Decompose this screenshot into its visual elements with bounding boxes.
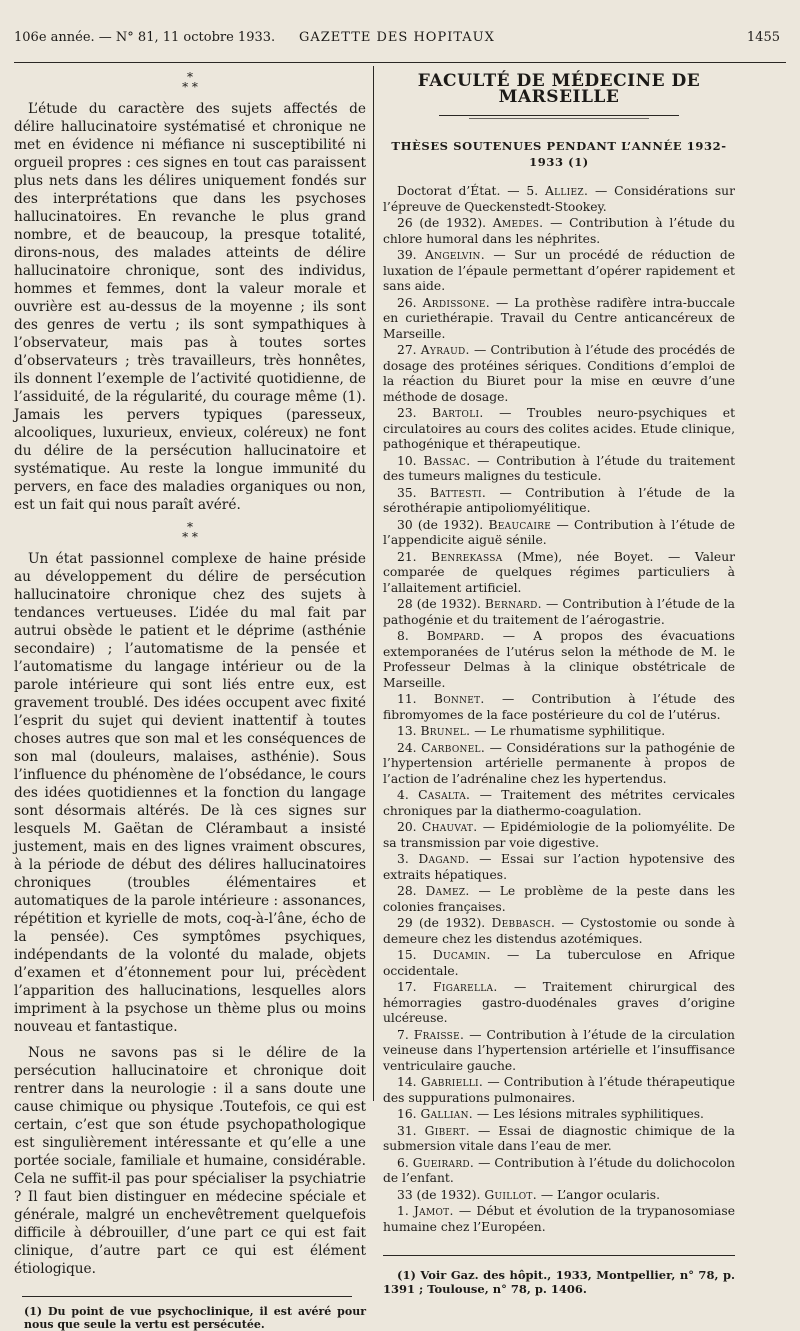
thesis-title: — La prothèse radifère intra-buccale en curiethérapie. Travail du Centre anticancéreux de Marseille.	[383, 295, 736, 341]
separator-star: *	[187, 520, 193, 534]
thesis-number: 10.	[397, 453, 424, 468]
author-name: Bompard.	[426, 629, 485, 643]
thesis-entry	[383, 597, 735, 628]
footnote-rule	[383, 1255, 735, 1256]
thesis-title: — Traitement des métrites cervicales chroniques par la diathermo-coagulation.	[383, 788, 735, 818]
thesis-title: — Traitement chirurgical des hémorragies gastro-duodénales graves d’origine ulcéreuse.	[383, 980, 735, 1025]
thesis-number: 27.	[397, 343, 421, 357]
author-name: Carbonel.	[421, 740, 486, 755]
issue-info: 106e année. — N° 81, 11 octobre 1933.	[14, 30, 276, 45]
thesis-entry	[383, 406, 735, 453]
thesis-number: 1.	[397, 1204, 414, 1218]
thesis-title: — Cystostomie ou sonde à demeure chez les distendus azotémiques.	[383, 916, 735, 946]
thesis-number: 26.	[397, 295, 423, 310]
thesis-number: 6.	[397, 1155, 413, 1170]
page-header	[14, 28, 786, 50]
thesis-entry	[383, 741, 735, 788]
thesis-title: — Contribution à l’étude de l’appendicite aiguë sénile.	[383, 517, 735, 547]
thesis-entry	[383, 724, 735, 740]
thesis-entry	[383, 948, 735, 979]
thesis-title: — Contribution à l’étude thérapeutique des suppurations pulmonaires.	[383, 1075, 735, 1105]
thesis-title: — Epidémiologie de la poliomyélite. De sa transmission par voie digestive.	[383, 820, 735, 850]
thesis-number: 29 (de 1932).	[397, 916, 492, 930]
footnote-rule	[22, 1296, 352, 1297]
theses-heading: THÈSES SOUTENUES PENDANT L’ANNÉE 1932-1933 (1)	[391, 139, 727, 169]
title-rule-thin	[469, 118, 649, 119]
title-rule	[439, 115, 679, 116]
thesis-entry	[383, 550, 735, 597]
thesis-entry	[383, 884, 735, 915]
thesis-entry	[383, 916, 735, 947]
author-name: Chauvat.	[421, 820, 478, 834]
thesis-entry	[383, 692, 735, 723]
thesis-number: 14.	[397, 1075, 421, 1089]
thesis-entry	[383, 852, 735, 883]
thesis-entry	[383, 1028, 735, 1075]
thesis-title: — Troubles neuro-psychiques et circulatoires au cours des colites acides. Etude clinique, pathogénique et thérapeutique.	[383, 406, 736, 451]
section-separator	[14, 522, 366, 542]
thesis-number: 35.	[397, 485, 430, 500]
author-name: Gabrielli.	[420, 1075, 484, 1089]
thesis-number: 30 (de 1932).	[397, 517, 489, 532]
thesis-entry	[383, 1107, 735, 1123]
journal-title: GAZETTE DES HOPITAUX	[299, 30, 495, 45]
thesis-number: 3.	[397, 852, 419, 866]
thesis-title: — La tuberculose en Afrique occidentale.	[383, 948, 736, 978]
thesis-entry	[383, 454, 735, 485]
thesis-entry	[383, 343, 735, 405]
thesis-entry	[383, 1204, 735, 1235]
right-column	[383, 66, 735, 1307]
thesis-number: 13.	[397, 724, 421, 738]
paragraph-character: L’étude du caractère des sujets affectés de délire hallucinatoire systématisé et chronique ne met en évidence ni méfiance ni susceptibilité ni orgueil propres : ces signes en tout cas paraissent plus nets dans les délires uniquement fondés sur des interprétations que dans les psychoses hallucinatoires. En revanche le plus grand nombre, et de beaucoup, la presque totalité, dirons-nous, des malades atteints de délire hallucinatoire chronique, sont des individus, hommes et femmes, dont la valeur morale et ouvrière est au-dessus de la moyenne ; ils sont des genres de vertu ; ils sont sympathiques à l’observateur, mais pas à toutes sortes d’observateurs ; très travailleurs, très honnêtes, ils donnent l’exemple de l’activité quotidienne, de l’assiduité, de la régularité, du courage même (1). Jamais les pervers typiques (paresseux, alcooliques, luxurieux, envieux, coléreux) ne font du délire de la persécution hallucinatoire et systématique. Au reste la longue immunité du pervers, en face des maladies organiques ou non, est un fait qui nous paraît avéré.	[14, 101, 366, 513]
thesis-entry	[383, 629, 735, 691]
thesis-number: 15.	[397, 948, 433, 962]
thesis-entry	[383, 788, 735, 819]
author-name: Debbasch.	[491, 916, 556, 930]
thesis-entry	[383, 1156, 735, 1187]
thesis-entry	[383, 1188, 735, 1204]
thesis-number: 21.	[397, 549, 432, 564]
author-name: Fraisse.	[413, 1027, 465, 1042]
author-name: Ardissone.	[422, 295, 490, 310]
separator-stars: * *	[182, 530, 198, 544]
paragraph-conclusion: Nous ne savons pas si le délire de la persécution hallucinatoire et chronique doit rentrer dans la neurologie : il a sans doute une cause chimique ou physique .Toutefois, ce qui est certain, c’est que son étude psychopathologique est singulièrement intéressante et qu’elle a une portée sociale, familiale et humaine, considérable. Cela ne suffit-il pas pour spécialiser la psychiatrie ? Il faut bien distinguer en médecine spéciale et générale, malgré un enchevêtrement quelquefois difficile à débrouiller, d’une part ce qui est fait clinique, d’autre part ce qui est élément étiologique.	[14, 1045, 366, 1277]
section-separator	[14, 72, 366, 92]
thesis-entry	[383, 1124, 735, 1155]
thesis-number: 31.	[397, 1123, 425, 1138]
thesis-number: 4.	[397, 788, 419, 802]
thesis-number: 28.	[397, 884, 426, 898]
author-name: Guillot.	[484, 1187, 537, 1202]
author-name: Brunel.	[420, 724, 471, 738]
thesis-entry	[383, 184, 735, 215]
thesis-title: — Contribution à l’étude de la sérothérapie antipoliomyélitique.	[383, 485, 735, 515]
author-name: Damez.	[425, 884, 470, 898]
thesis-number: 39.	[397, 248, 425, 262]
separator-stars: * *	[182, 80, 198, 94]
author-name: Benrekassa	[431, 549, 503, 564]
thesis-entry	[383, 980, 735, 1027]
thesis-title: — Contribution à l’étude du dolichocolon de l’enfant.	[383, 1155, 735, 1185]
author-name: Gallian.	[420, 1107, 473, 1121]
thesis-title: — Le problème de la peste dans les colonies françaises.	[383, 884, 736, 914]
thesis-number: 8.	[397, 629, 427, 643]
left-footnote: (1) Du point de vue psychoclinique, il est avéré pour nous que seule la vertu est persécutée.	[24, 1305, 366, 1331]
author-name: Bassac.	[423, 453, 471, 468]
thesis-entry	[383, 820, 735, 851]
thesis-number: 11.	[397, 692, 434, 706]
author-name: Battesti.	[429, 485, 487, 500]
theses-list	[383, 184, 735, 1235]
header-rule	[14, 62, 786, 63]
author-name: Ducamin.	[432, 948, 491, 962]
thesis-number: Doctorat d’État. — 5.	[397, 184, 545, 198]
thesis-title: — Contribution à l’étude des procédés de dosage des protéines sériques. Conditions d’emploi de la réaction du Biuret pour la mise en œuvre d’une méthode de dosage.	[383, 343, 735, 404]
author-name: Gibert.	[424, 1123, 470, 1138]
thesis-title: — Contribution à l’étude des fibromyomes de la face postérieure du col de l’utérus.	[383, 692, 735, 722]
thesis-title: — Début et évolution de la trypanosomiase humaine chez l’Européen.	[383, 1204, 735, 1234]
thesis-number: 20.	[397, 820, 422, 834]
thesis-number: 17.	[397, 980, 434, 994]
author-name: Casalta.	[418, 788, 471, 802]
thesis-entry	[383, 486, 735, 517]
author-name: Bernard.	[484, 597, 542, 611]
thesis-entry	[383, 518, 735, 549]
author-name: Angelvin.	[424, 248, 485, 262]
author-name: Bonnet.	[433, 692, 485, 706]
thesis-title: — Considérations sur l’épreuve de Queckenstedt-Stookey.	[383, 184, 735, 214]
thesis-entry	[383, 1075, 735, 1106]
thesis-title: — Considérations sur la pathogénie de l’hypertension artérielle permanente à propos de l’action de l’adrénaline chez les hypertendus.	[383, 740, 735, 786]
paragraph-passion: Un état passionnel complexe de haine préside au développement du délire de persécution hallucinatoire chronique chez des sujets à tendances vertueuses. L’idée du mal fait par autrui obsède le patient et le déprime (asthénie secondaire) ; l’automatisme de la pensée et l’automatisme du langage intérieur ou de la parole intérieure qui sont liés entre eux, est gravement troublé. Des idées occupent avec fixité l’esprit du sujet qui devient inattentif à toutes choses autres que son mal et les conséquences de son mal (douleurs, malaises, asthénie). Sous l’influence du phénomène de l’obsédance, le cours des idées quotidiennes et la fonction du langage sont désormais altérés. De là ces signes sur lesquels M. Gaëtan de Clérambaut a insisté justement, mais en des lignes vraiment obscures, à la période de début des délires hallucinatoires chroniques (troubles élémentaires et automatiques de la parole intérieure : assonances, répétition et kyrielle de mots, coq-à-l’âne, écho de la pensée). Ces symptômes psychiques, indépendants de la volonté du malade, objets d’examen et d’étonnement pour lui, précèdent l’apparition des hallucinations, lesquelles alors impriment à la psychose un thème plus ou moins nouveau et fantastique.	[14, 551, 366, 1035]
thesis-title: — Contribution à l’étude du traitement des tumeurs malignes du testicule.	[383, 453, 736, 483]
thesis-number: 26 (de 1932).	[397, 216, 493, 230]
thesis-title: — Contribution à l’étude de la circulation veineuse dans l’hypertension artérielle et l’insuffisance ventriculaire gauche.	[383, 1027, 735, 1073]
author-name: Amedes.	[492, 216, 544, 230]
thesis-title: — Contribution à l’étude de la pathogénie et du traitement de l’aérogastrie.	[383, 597, 735, 627]
thesis-number: 16.	[397, 1107, 421, 1121]
thesis-number: 23.	[397, 406, 433, 420]
separator-star: *	[187, 70, 193, 84]
thesis-title: (Mme), née Boyet. — Valeur comparée de quelques régimes particuliers à l’allaitement artificiel.	[383, 549, 735, 595]
thesis-title: — Essai sur l’action hypotensive des extraits hépatiques.	[383, 852, 735, 882]
thesis-title: — Les lésions mitrales syphilitiques.	[472, 1107, 704, 1121]
thesis-title: — L’angor ocularis.	[536, 1187, 660, 1202]
thesis-entry	[383, 248, 735, 295]
author-name: Jamot.	[413, 1204, 454, 1218]
thesis-title: — A propos des évacuations extemporanées de l’utérus selon la méthode de M. le Professeur Delmas à la clinique obstétricale de Marseille.	[383, 629, 735, 690]
thesis-number: 7.	[397, 1027, 414, 1042]
column-divider	[373, 66, 374, 1101]
faculty-title: FACULTÉ DE MÉDECINE DE MARSEILLE	[417, 71, 701, 107]
author-name: Dagand.	[418, 852, 470, 866]
author-name: Figarella.	[433, 980, 498, 994]
author-name: Bartoli.	[432, 406, 484, 420]
author-name: Gueirard.	[412, 1155, 475, 1170]
thesis-entry	[383, 216, 735, 247]
author-name: Alliez.	[544, 184, 589, 198]
thesis-entry	[383, 296, 735, 343]
thesis-title: — Sur un procédé de réduction de luxation de l’épaule permettant d’opérer rapidement et sans aide.	[383, 248, 735, 293]
page-number: 1455	[746, 30, 780, 45]
author-name: Ayraud.	[420, 343, 470, 357]
right-footnote: (1) Voir Gaz. des hôpit., 1933, Montpellier, n° 78, p. 1391 ; Toulouse, n° 78, p. 1406.	[383, 1267, 735, 1296]
thesis-title: — Le rhumatisme syphilitique.	[470, 724, 666, 738]
thesis-number: 33 (de 1932).	[397, 1187, 485, 1202]
thesis-title: — Essai de diagnostic chimique de la submersion vitale dans l’eau de mer.	[383, 1123, 736, 1153]
thesis-number: 28 (de 1932).	[397, 597, 485, 611]
left-column	[14, 66, 366, 1331]
thesis-title: — Contribution à l’étude du chlore humoral dans les néphrites.	[383, 216, 735, 246]
author-name: Beaucaire	[488, 517, 552, 532]
thesis-number: 24.	[397, 740, 422, 755]
